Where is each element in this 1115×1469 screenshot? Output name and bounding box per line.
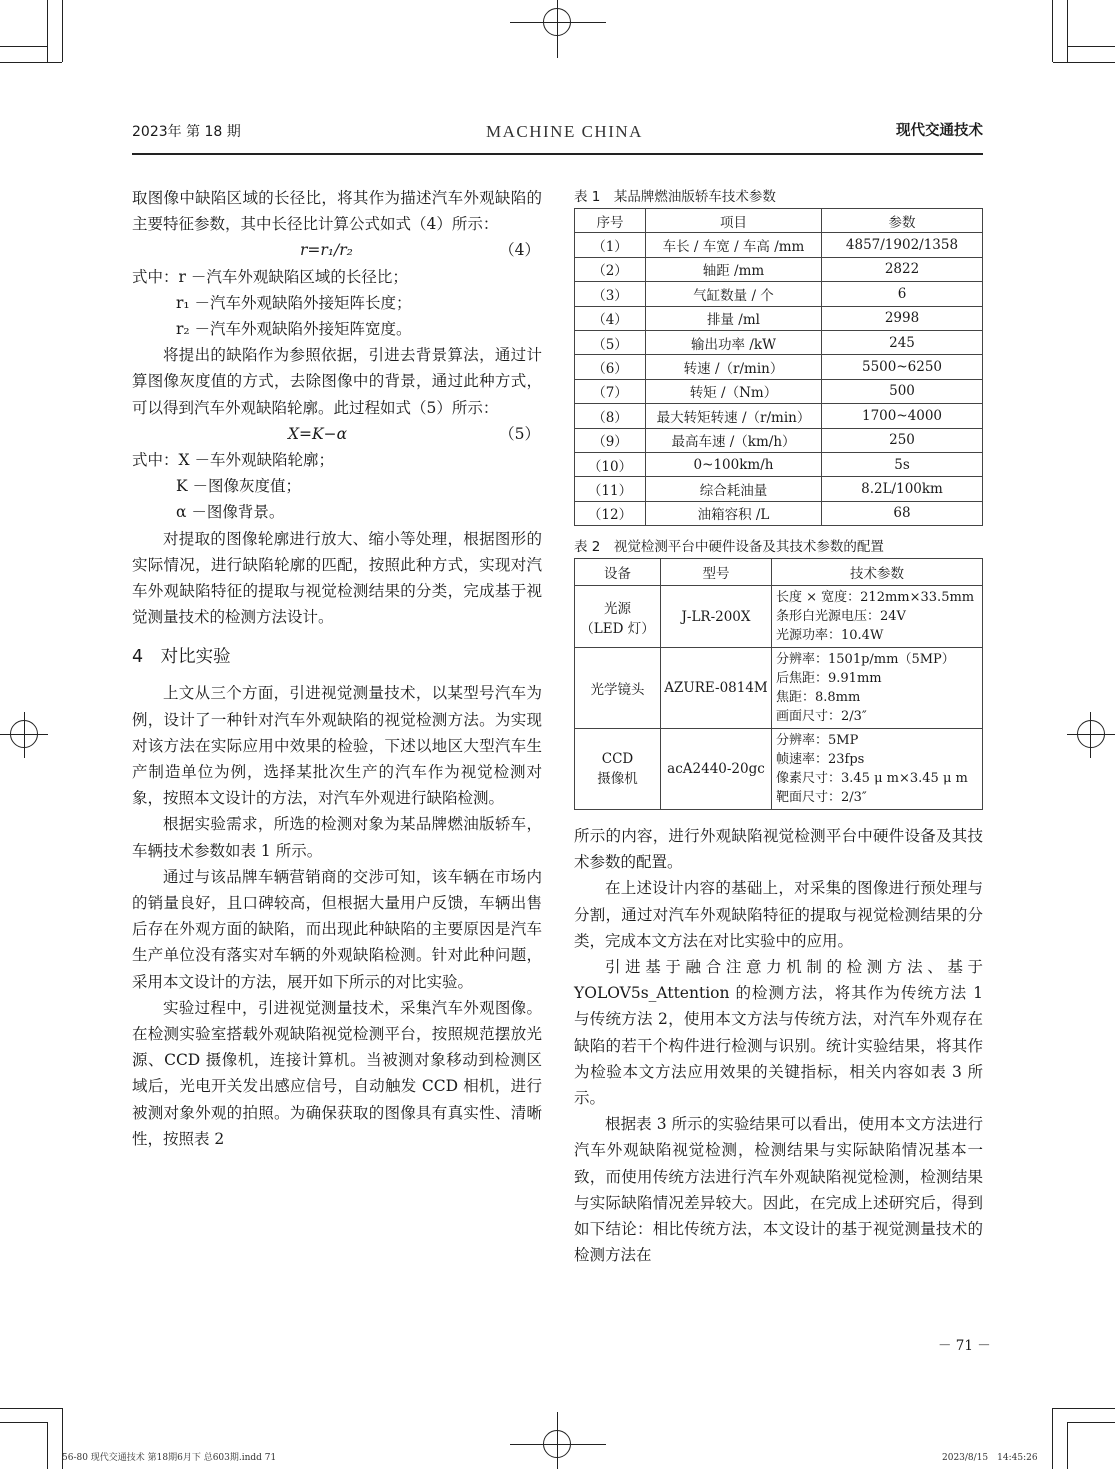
- table-row: [575, 330, 983, 354]
- table-cell: 245: [822, 330, 983, 354]
- crop-mark: [0, 46, 47, 47]
- table-cell: 68: [822, 501, 983, 525]
- equation-4: [132, 237, 542, 263]
- param-line: 焦距：8.8mm: [776, 690, 861, 705]
- table-cell: 转速 /（r/min）: [646, 355, 822, 379]
- paragraph: 根据实验需求，所选的检测对象为某品牌燃油版轿车，车辆技术参数如表 1 所示。: [132, 815, 542, 860]
- table2: [574, 558, 983, 810]
- table-row: [575, 586, 983, 648]
- paragraph: 根据表 3 所示的实验结果可以看出，使用本文方法进行汽车外观缺陷视觉检测，检测结果与实际缺陷情况基本一致，而使用传统方法进行汽车外观缺陷视觉检测，检测结果与实际缺陷情况差异较大。因此，在完成上述研究后，得到如下结论：相比传统方法，本文设计的基于视觉测量技术的检测方法在: [574, 1115, 983, 1265]
- table-cell: （6）: [575, 355, 646, 379]
- device-name: 光学镜头: [590, 682, 645, 698]
- table-cell: （8）: [575, 404, 646, 428]
- table-row: [575, 282, 983, 306]
- model-cell: J-LR-200X: [661, 586, 772, 648]
- crop-mark: [1052, 0, 1053, 62]
- crop-mark: [62, 0, 63, 62]
- table-cell: 250: [822, 428, 983, 452]
- crop-mark: [1053, 62, 1115, 63]
- paragraph: 取图像中缺陷区域的长径比，将其作为描述汽车外观缺陷的主要特征参数，其中长径比计算公式如式（4）所示：: [132, 189, 542, 234]
- table-cell: （10）: [575, 452, 646, 476]
- crop-mark: [0, 62, 62, 63]
- crop-mark: [1052, 1408, 1053, 1469]
- device-name-line2: 摄像机: [597, 771, 638, 787]
- table-cell: （12）: [575, 501, 646, 525]
- journal-chinese-title: 现代交通技术: [896, 123, 983, 139]
- journal-english-title: MACHINE CHINA: [486, 122, 643, 141]
- paragraph: 上文从三个方面，引进视觉测量技术，以某型号汽车为例，设计了一种针对汽车外观缺陷的视觉检测方法。为实现对该方法在实际应用中效果的检验，下述以地区大型汽车生产制造单位为例，选择某批次生产的汽车作为视觉检测对象，按照本文设计的方法，对汽车外观进行缺陷检测。: [132, 684, 542, 808]
- header-rule: [132, 153, 983, 155]
- equation-number: （5）: [499, 424, 540, 443]
- definition-line: K －图像灰度值；: [176, 477, 302, 496]
- table-cell: 5s: [822, 452, 983, 476]
- param-line: 靶面尺寸：2/3″: [776, 790, 867, 805]
- table-cell: （5）: [575, 330, 646, 354]
- table-row: [575, 233, 983, 257]
- device-name-line2: （LED 灯）: [580, 620, 655, 637]
- param-line: 长度 × 宽度：212mm×33.5mm: [776, 590, 975, 605]
- definition-line: 式中：X －车外观缺陷轮廓；: [132, 451, 334, 469]
- paragraph: 通过与该品牌车辆营销商的交涉可知，该车辆在市场内的销量良好，且口碑较高，但根据大量用户反馈，车辆出售后存在外观方面的缺陷，而出现此种缺陷的主要原因是汽车生产单位没有落实对车辆的外观缺陷检测。针对此种问题，采用本文设计的方法，展开如下所示的对比实验。: [132, 867, 542, 991]
- table-cell: 综合耗油量: [646, 477, 822, 501]
- print-slug: 56-80 现代交通技术 第18期6月下 总603期.indd 71: [62, 1453, 277, 1463]
- table-cell: 气缸数量 / 个: [646, 282, 822, 306]
- table-header: 技术参数: [772, 559, 983, 586]
- table-cell: 5500~6250: [822, 355, 983, 379]
- table-cell: 2998: [822, 306, 983, 330]
- right-column: [574, 823, 983, 1268]
- table-row: [575, 306, 983, 330]
- model-cell: acA2440-20gc: [661, 729, 772, 810]
- table2-caption: 表 2 视觉检测平台中硬件设备及其技术参数的配置: [574, 539, 884, 555]
- table-cell: 2822: [822, 257, 983, 281]
- table-cell: 轴距 /mm: [646, 257, 822, 281]
- device-cell: [575, 729, 661, 810]
- definition-line: r₁ －汽车外观缺陷外接矩阵长度；: [176, 293, 412, 312]
- table-row: [575, 428, 983, 452]
- device-name: CCD: [601, 751, 634, 767]
- table-cell: 8.2L/100km: [822, 477, 983, 501]
- param-line: 分辨率：5MP: [776, 733, 859, 748]
- table-cell: （2）: [575, 257, 646, 281]
- table-cell: 车长 / 车宽 / 车高 /mm: [646, 233, 822, 257]
- equation-number: （4）: [499, 241, 540, 260]
- section-heading: 4 对比实验: [132, 647, 231, 668]
- paragraph: 将提出的缺陷作为参照依据，引进去背景算法，通过计算图像灰度值的方式，去除图像中的背景，通过此种方式，可以得到汽车外观缺陷轮廓。此过程如式（5）所示：: [132, 346, 542, 417]
- table-cell: （9）: [575, 428, 646, 452]
- registration-mark-circle: [543, 8, 571, 36]
- params-cell: [772, 729, 983, 810]
- crop-mark: [47, 0, 48, 62]
- table-cell: （7）: [575, 379, 646, 403]
- crop-mark: [0, 1408, 62, 1409]
- table-cell: （1）: [575, 233, 646, 257]
- param-line: 帧速率：23fps: [776, 752, 865, 767]
- crop-mark: [1067, 0, 1068, 62]
- device-cell: [575, 648, 661, 729]
- table-row: [575, 452, 983, 476]
- table-row: [575, 257, 983, 281]
- issue-label: 2023年 第 18 期: [132, 124, 241, 140]
- table-header: 设备: [575, 559, 661, 586]
- equation-5: [132, 421, 542, 447]
- crop-mark: [1068, 46, 1115, 47]
- table-cell: 输出功率 /kW: [646, 330, 822, 354]
- page-number: － 71 －: [938, 1338, 991, 1354]
- model-cell: AZURE-0814M: [661, 648, 772, 729]
- table-cell: （4）: [575, 306, 646, 330]
- table-cell: 排量 /ml: [646, 306, 822, 330]
- paragraph: 实验过程中，引进视觉测量技术，采集汽车外观图像。在检测实验室搭载外观缺陷视觉检测平台，按照规范摆放光源、CCD 摄像机，连接计算机。当被测对象移动到检测区域后，光电开关发出感应信号，自动触发 CCD 相机，进行被测对象外观的拍照。为确保获取的图像具有真实性、清晰性，按照表 2: [132, 998, 542, 1148]
- definition-line: 式中：r －汽车外观缺陷区域的长径比；: [132, 267, 408, 286]
- device-cell: [575, 586, 661, 648]
- table-header: 型号: [661, 559, 772, 586]
- params-cell: [772, 586, 983, 648]
- table-cell: 1700~4000: [822, 404, 983, 428]
- print-timestamp: 2023/8/15 14:45:26: [942, 1453, 1038, 1463]
- table-cell: （11）: [575, 477, 646, 501]
- definition-line: r₂ －汽车外观缺陷外接矩阵宽度。: [176, 320, 412, 338]
- param-line: 后焦距：9.91mm: [776, 671, 882, 686]
- table-row: [575, 477, 983, 501]
- table-header: 参数: [822, 209, 983, 233]
- table-cell: 转矩 /（Nm）: [646, 379, 822, 403]
- table-row: [575, 648, 983, 729]
- table1-caption: 表 1 某品牌燃油版轿车技术参数: [574, 189, 776, 205]
- equation-formula: r=r₁/r₂: [300, 241, 353, 260]
- paragraph: 所示的内容，进行外观缺陷视觉检测平台中硬件设备及其技术参数的配置。: [574, 827, 983, 872]
- paragraph: 引进基于融合注意力机制的检测方法、基于 YOLOV5s_Attention 的检测方法，将其作为传统方法 1 与传统方法 2，使用本文方法与传统方法，对汽车外观存在缺陷的若干个构件进行检测与识别。统计实验结果，将其作为检验本文方法应用效果的关键指标，相关内容如表 3 所示。: [574, 958, 983, 1108]
- crop-mark: [1053, 1408, 1115, 1409]
- table-header: 序号: [575, 209, 646, 233]
- table-cell: 500: [822, 379, 983, 403]
- table-row: [575, 379, 983, 403]
- table-header: 项目: [646, 209, 822, 233]
- params-cell: [772, 648, 983, 729]
- paragraph: 对提取的图像轮廓进行放大、缩小等处理，根据图形的实际情况，进行缺陷轮廓的匹配，按照此种方式，实现对汽车外观缺陷特征的提取与视觉检测结果的分类，完成基于视觉测量技术的检测方法设计。: [132, 529, 542, 627]
- table-cell: 6: [822, 282, 983, 306]
- device-name: 光源: [604, 600, 631, 617]
- table-row: [575, 355, 983, 379]
- crop-mark: [1068, 1422, 1115, 1423]
- param-line: 像素尺寸：3.45 μ m×3.45 μ m: [776, 771, 968, 786]
- table-cell: 4857/1902/1358: [822, 233, 983, 257]
- table-cell: 最大转矩转速 /（r/min）: [646, 404, 822, 428]
- param-line: 光源功率：10.4W: [776, 628, 884, 643]
- table-cell: 最高车速 /（km/h）: [646, 428, 822, 452]
- crop-mark: [47, 1422, 48, 1469]
- left-column: [132, 185, 542, 1152]
- registration-mark-circle: [10, 720, 38, 748]
- table-row: [575, 729, 983, 810]
- crop-mark: [1067, 1422, 1068, 1469]
- param-line: 画面尺寸：2/3″: [776, 709, 867, 724]
- table-cell: 0~100km/h: [646, 452, 822, 476]
- param-line: 条形白光源电压：24V: [776, 609, 906, 624]
- definition-line: α －图像背景。: [176, 503, 285, 522]
- table-cell: （3）: [575, 282, 646, 306]
- crop-mark: [0, 1422, 47, 1423]
- table-row: [575, 404, 983, 428]
- paragraph: 在上述设计内容的基础上，对采集的图像进行预处理与分割，通过对汽车外观缺陷特征的提取与视觉检测结果的分类，完成本文方法在对比实验中的应用。: [574, 879, 983, 950]
- registration-mark-circle: [1077, 720, 1105, 748]
- equation-formula: X=K−α: [288, 424, 348, 443]
- registration-mark-circle: [543, 1430, 571, 1458]
- table-cell: 油箱容积 /L: [646, 501, 822, 525]
- table1: [574, 208, 983, 526]
- table-row: [575, 501, 983, 525]
- param-line: 分辨率：1501p/mm（5MP）: [776, 652, 955, 667]
